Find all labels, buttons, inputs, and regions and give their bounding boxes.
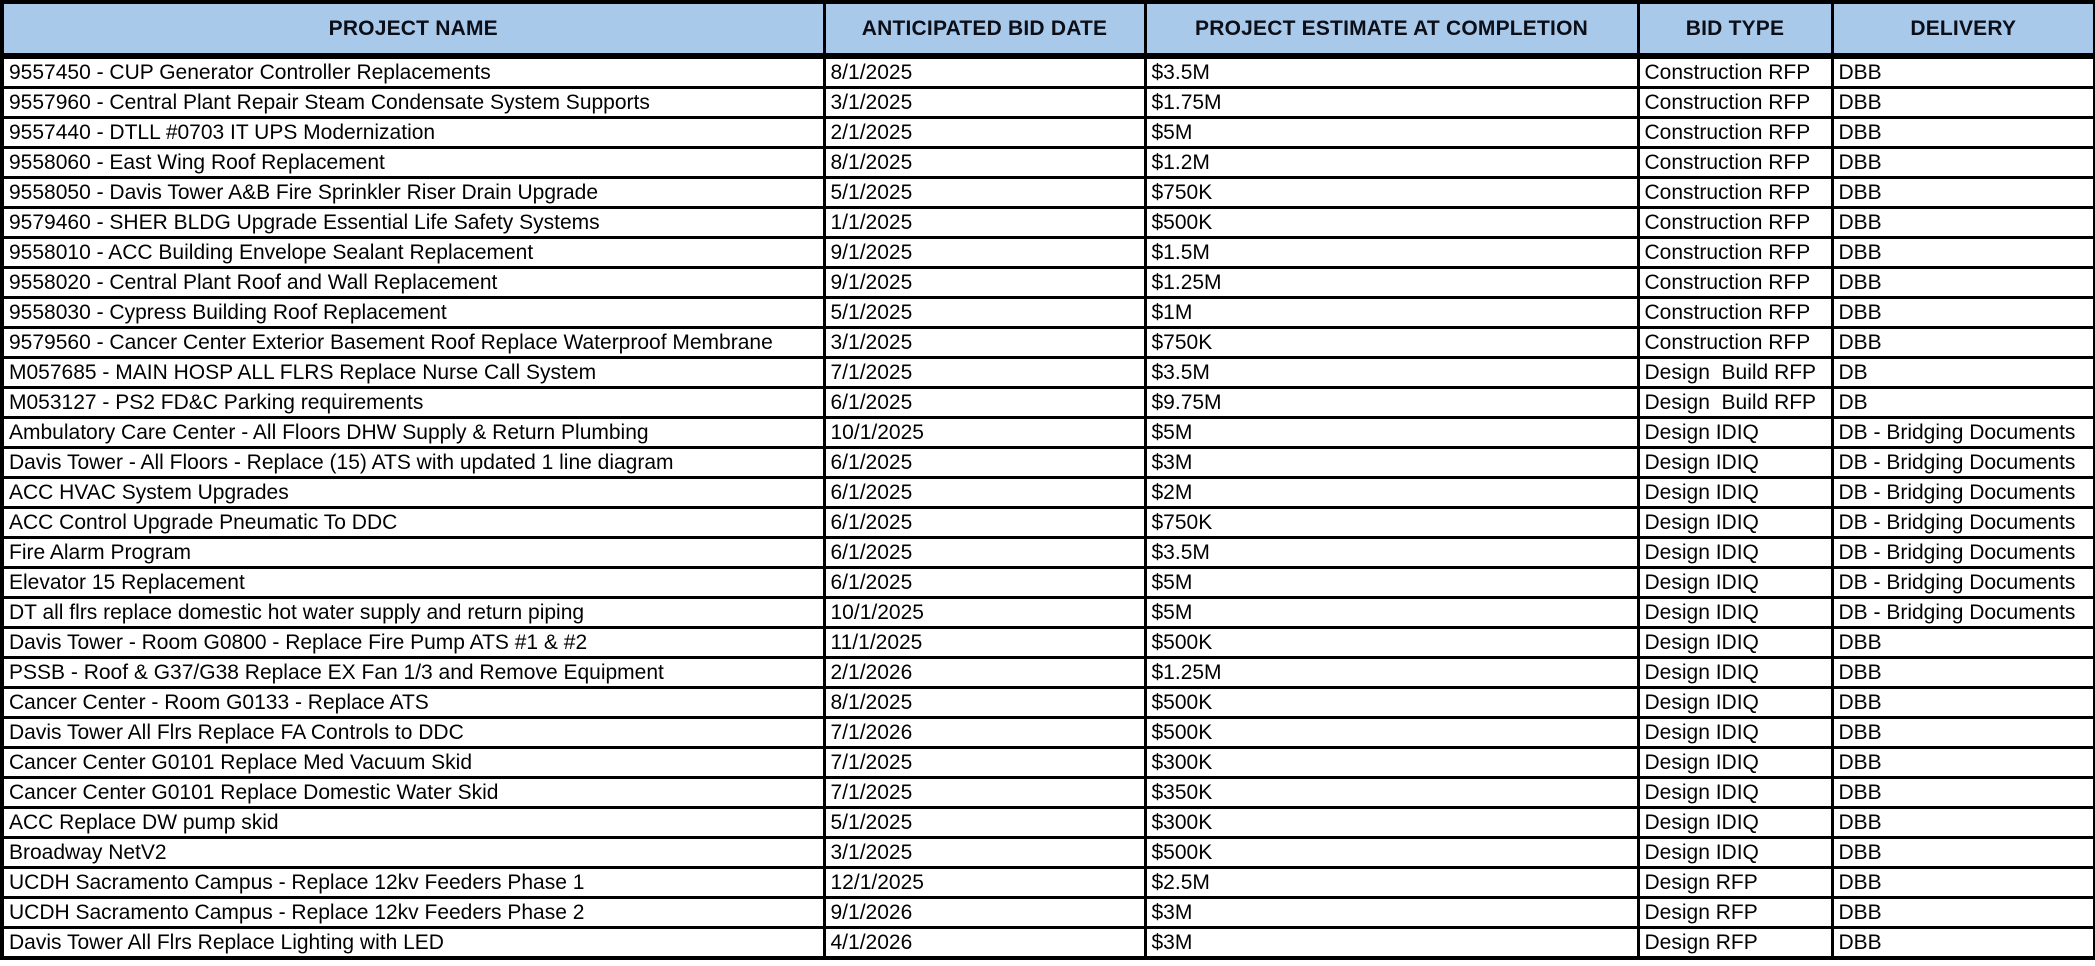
table-row [2, 868, 2095, 898]
col-header-project-name: PROJECT NAME [2, 2, 824, 56]
header-row [2, 2, 2095, 56]
cell-bid-date: 7/1/2026 [824, 718, 1145, 748]
cell-delivery: DBB [1832, 868, 2095, 898]
table-row [2, 148, 2095, 178]
table-row [2, 808, 2095, 838]
table-row [2, 568, 2095, 598]
cell-delivery: DBB [1832, 688, 2095, 718]
cell-project-name: ACC Control Upgrade Pneumatic To DDC [2, 508, 824, 538]
cell-bid-date: 9/1/2025 [824, 238, 1145, 268]
cell-bid-type: Construction RFP [1638, 208, 1832, 238]
table-body [2, 56, 2095, 958]
cell-bid-date: 6/1/2025 [824, 568, 1145, 598]
cell-project-name: Davis Tower - All Floors - Replace (15) ATS with updated 1 line diagram [2, 448, 824, 478]
cell-project-name: 9558050 - Davis Tower A&B Fire Sprinkler Riser Drain Upgrade [2, 178, 824, 208]
cell-estimate: $750K [1145, 508, 1638, 538]
cell-project-name: Cancer Center - Room G0133 - Replace ATS [2, 688, 824, 718]
cell-estimate: $3.5M [1145, 358, 1638, 388]
cell-bid-type: Design RFP [1638, 898, 1832, 928]
cell-bid-date: 7/1/2025 [824, 778, 1145, 808]
cell-delivery: DBB [1832, 118, 2095, 148]
cell-bid-date: 7/1/2025 [824, 748, 1145, 778]
table-row [2, 448, 2095, 478]
cell-bid-date: 9/1/2026 [824, 898, 1145, 928]
cell-delivery: DBB [1832, 838, 2095, 868]
cell-bid-type: Design IDIQ [1638, 688, 1832, 718]
cell-delivery: DB - Bridging Documents [1832, 508, 2095, 538]
cell-estimate: $1.25M [1145, 658, 1638, 688]
cell-delivery: DBB [1832, 778, 2095, 808]
cell-estimate: $300K [1145, 808, 1638, 838]
cell-bid-type: Construction RFP [1638, 88, 1832, 118]
cell-bid-date: 6/1/2025 [824, 538, 1145, 568]
cell-project-name: Cancer Center G0101 Replace Domestic Water Skid [2, 778, 824, 808]
table-row [2, 508, 2095, 538]
cell-delivery: DB - Bridging Documents [1832, 418, 2095, 448]
table-row [2, 208, 2095, 238]
cell-delivery: DBB [1832, 298, 2095, 328]
table-row [2, 418, 2095, 448]
cell-project-name: Ambulatory Care Center - All Floors DHW Supply & Return Plumbing [2, 418, 824, 448]
cell-estimate: $3M [1145, 448, 1638, 478]
cell-bid-date: 3/1/2025 [824, 838, 1145, 868]
cell-estimate: $5M [1145, 118, 1638, 148]
cell-estimate: $5M [1145, 598, 1638, 628]
table-row [2, 598, 2095, 628]
cell-estimate: $500K [1145, 628, 1638, 658]
cell-estimate: $750K [1145, 178, 1638, 208]
cell-bid-type: Construction RFP [1638, 328, 1832, 358]
cell-estimate: $350K [1145, 778, 1638, 808]
cell-bid-type: Design Build RFP [1638, 388, 1832, 418]
cell-bid-date: 8/1/2025 [824, 56, 1145, 88]
cell-delivery: DB [1832, 388, 2095, 418]
col-header-project-estimate: PROJECT ESTIMATE AT COMPLETION [1145, 2, 1638, 56]
cell-estimate: $1.75M [1145, 88, 1638, 118]
cell-bid-type: Design IDIQ [1638, 658, 1832, 688]
cell-estimate: $2.5M [1145, 868, 1638, 898]
cell-delivery: DBB [1832, 328, 2095, 358]
cell-bid-type: Construction RFP [1638, 178, 1832, 208]
cell-bid-type: Design IDIQ [1638, 628, 1832, 658]
cell-bid-date: 6/1/2025 [824, 448, 1145, 478]
cell-estimate: $3M [1145, 928, 1638, 959]
cell-delivery: DBB [1832, 928, 2095, 959]
table-row [2, 478, 2095, 508]
cell-delivery: DBB [1832, 718, 2095, 748]
cell-delivery: DBB [1832, 658, 2095, 688]
cell-bid-type: Design IDIQ [1638, 418, 1832, 448]
cell-estimate: $500K [1145, 208, 1638, 238]
cell-bid-type: Design IDIQ [1638, 448, 1832, 478]
cell-project-name: ACC HVAC System Upgrades [2, 478, 824, 508]
cell-estimate: $3.5M [1145, 56, 1638, 88]
cell-estimate: $1.5M [1145, 238, 1638, 268]
cell-bid-type: Construction RFP [1638, 148, 1832, 178]
cell-bid-date: 6/1/2025 [824, 388, 1145, 418]
cell-project-name: M057685 - MAIN HOSP ALL FLRS Replace Nurse Call System [2, 358, 824, 388]
table-row [2, 538, 2095, 568]
cell-bid-date: 5/1/2025 [824, 808, 1145, 838]
cell-bid-date: 5/1/2025 [824, 298, 1145, 328]
cell-bid-type: Construction RFP [1638, 118, 1832, 148]
cell-bid-date: 3/1/2025 [824, 328, 1145, 358]
cell-project-name: Davis Tower All Flrs Replace Lighting with LED [2, 928, 824, 959]
cell-bid-type: Design IDIQ [1638, 808, 1832, 838]
cell-bid-type: Design IDIQ [1638, 838, 1832, 868]
table-row [2, 178, 2095, 208]
cell-bid-date: 3/1/2025 [824, 88, 1145, 118]
table-row [2, 748, 2095, 778]
cell-project-name: Fire Alarm Program [2, 538, 824, 568]
cell-delivery: DBB [1832, 238, 2095, 268]
cell-delivery: DB - Bridging Documents [1832, 568, 2095, 598]
cell-bid-type: Design IDIQ [1638, 538, 1832, 568]
cell-estimate: $500K [1145, 838, 1638, 868]
cell-delivery: DBB [1832, 808, 2095, 838]
table-row [2, 718, 2095, 748]
cell-bid-type: Construction RFP [1638, 56, 1832, 88]
cell-delivery: DBB [1832, 56, 2095, 88]
table-row [2, 658, 2095, 688]
cell-project-name: 9558030 - Cypress Building Roof Replacement [2, 298, 824, 328]
cell-estimate: $5M [1145, 418, 1638, 448]
cell-bid-date: 7/1/2025 [824, 358, 1145, 388]
cell-estimate: $500K [1145, 688, 1638, 718]
table-row [2, 238, 2095, 268]
cell-delivery: DB - Bridging Documents [1832, 478, 2095, 508]
cell-bid-date: 8/1/2025 [824, 688, 1145, 718]
cell-project-name: 9558020 - Central Plant Roof and Wall Replacement [2, 268, 824, 298]
cell-project-name: UCDH Sacramento Campus - Replace 12kv Feeders Phase 2 [2, 898, 824, 928]
cell-estimate: $500K [1145, 718, 1638, 748]
cell-bid-date: 9/1/2025 [824, 268, 1145, 298]
cell-project-name: 9579460 - SHER BLDG Upgrade Essential Life Safety Systems [2, 208, 824, 238]
cell-delivery: DBB [1832, 88, 2095, 118]
cell-project-name: Elevator 15 Replacement [2, 568, 824, 598]
cell-project-name: ACC Replace DW pump skid [2, 808, 824, 838]
cell-delivery: DBB [1832, 268, 2095, 298]
cell-bid-type: Construction RFP [1638, 238, 1832, 268]
cell-bid-date: 12/1/2025 [824, 868, 1145, 898]
cell-delivery: DBB [1832, 148, 2095, 178]
table-row [2, 118, 2095, 148]
cell-project-name: Cancer Center G0101 Replace Med Vacuum Skid [2, 748, 824, 778]
cell-bid-type: Design IDIQ [1638, 508, 1832, 538]
table-row [2, 388, 2095, 418]
cell-project-name: 9558060 - East Wing Roof Replacement [2, 148, 824, 178]
cell-bid-type: Design Build RFP [1638, 358, 1832, 388]
table-row [2, 928, 2095, 959]
table-row [2, 268, 2095, 298]
cell-bid-date: 1/1/2025 [824, 208, 1145, 238]
cell-project-name: Broadway NetV2 [2, 838, 824, 868]
cell-estimate: $3M [1145, 898, 1638, 928]
cell-project-name: Davis Tower All Flrs Replace FA Controls to DDC [2, 718, 824, 748]
cell-project-name: 9557450 - CUP Generator Controller Replacements [2, 56, 824, 88]
cell-bid-date: 6/1/2025 [824, 508, 1145, 538]
cell-bid-type: Design RFP [1638, 928, 1832, 959]
cell-bid-date: 10/1/2025 [824, 598, 1145, 628]
cell-project-name: 9557960 - Central Plant Repair Steam Condensate System Supports [2, 88, 824, 118]
col-header-anticipated-bid-date: ANTICIPATED BID DATE [824, 2, 1145, 56]
cell-bid-date: 2/1/2025 [824, 118, 1145, 148]
cell-bid-type: Design RFP [1638, 868, 1832, 898]
cell-delivery: DB - Bridging Documents [1832, 598, 2095, 628]
cell-estimate: $1.2M [1145, 148, 1638, 178]
cell-estimate: $300K [1145, 748, 1638, 778]
cell-estimate: $2M [1145, 478, 1638, 508]
cell-bid-date: 5/1/2025 [824, 178, 1145, 208]
cell-project-name: 9558010 - ACC Building Envelope Sealant Replacement [2, 238, 824, 268]
cell-delivery: DBB [1832, 178, 2095, 208]
cell-bid-date: 4/1/2026 [824, 928, 1145, 959]
cell-delivery: DBB [1832, 898, 2095, 928]
table-row [2, 56, 2095, 88]
table-row [2, 358, 2095, 388]
table-row [2, 328, 2095, 358]
cell-bid-date: 6/1/2025 [824, 478, 1145, 508]
cell-estimate: $3.5M [1145, 538, 1638, 568]
cell-bid-date: 8/1/2025 [824, 148, 1145, 178]
cell-project-name: PSSB - Roof & G37/G38 Replace EX Fan 1/3 and Remove Equipment [2, 658, 824, 688]
cell-bid-type: Design IDIQ [1638, 568, 1832, 598]
cell-estimate: $750K [1145, 328, 1638, 358]
cell-delivery: DB - Bridging Documents [1832, 448, 2095, 478]
col-header-bid-type: BID TYPE [1638, 2, 1832, 56]
table-row [2, 688, 2095, 718]
cell-delivery: DBB [1832, 748, 2095, 778]
cell-bid-date: 2/1/2026 [824, 658, 1145, 688]
table-row [2, 778, 2095, 808]
cell-delivery: DB [1832, 358, 2095, 388]
cell-bid-type: Design IDIQ [1638, 718, 1832, 748]
col-header-delivery: DELIVERY [1832, 2, 2095, 56]
table-row [2, 838, 2095, 868]
cell-project-name: M053127 - PS2 FD&C Parking requirements [2, 388, 824, 418]
cell-bid-type: Design IDIQ [1638, 598, 1832, 628]
cell-project-name: UCDH Sacramento Campus - Replace 12kv Feeders Phase 1 [2, 868, 824, 898]
cell-bid-type: Design IDIQ [1638, 748, 1832, 778]
cell-estimate: $9.75M [1145, 388, 1638, 418]
cell-bid-type: Construction RFP [1638, 298, 1832, 328]
cell-project-name: 9557440 - DTLL #0703 IT UPS Modernization [2, 118, 824, 148]
cell-delivery: DBB [1832, 628, 2095, 658]
table-row [2, 298, 2095, 328]
cell-bid-type: Construction RFP [1638, 268, 1832, 298]
table-row [2, 898, 2095, 928]
cell-project-name: Davis Tower - Room G0800 - Replace Fire Pump ATS #1 & #2 [2, 628, 824, 658]
cell-delivery: DB - Bridging Documents [1832, 538, 2095, 568]
table-row [2, 628, 2095, 658]
cell-project-name: DT all flrs replace domestic hot water supply and return piping [2, 598, 824, 628]
cell-bid-date: 11/1/2025 [824, 628, 1145, 658]
cell-estimate: $1.25M [1145, 268, 1638, 298]
cell-bid-type: Design IDIQ [1638, 778, 1832, 808]
cell-delivery: DBB [1832, 208, 2095, 238]
cell-estimate: $5M [1145, 568, 1638, 598]
cell-project-name: 9579560 - Cancer Center Exterior Basement Roof Replace Waterproof Membrane [2, 328, 824, 358]
cell-estimate: $1M [1145, 298, 1638, 328]
table-row [2, 88, 2095, 118]
cell-bid-date: 10/1/2025 [824, 418, 1145, 448]
cell-bid-type: Design IDIQ [1638, 478, 1832, 508]
